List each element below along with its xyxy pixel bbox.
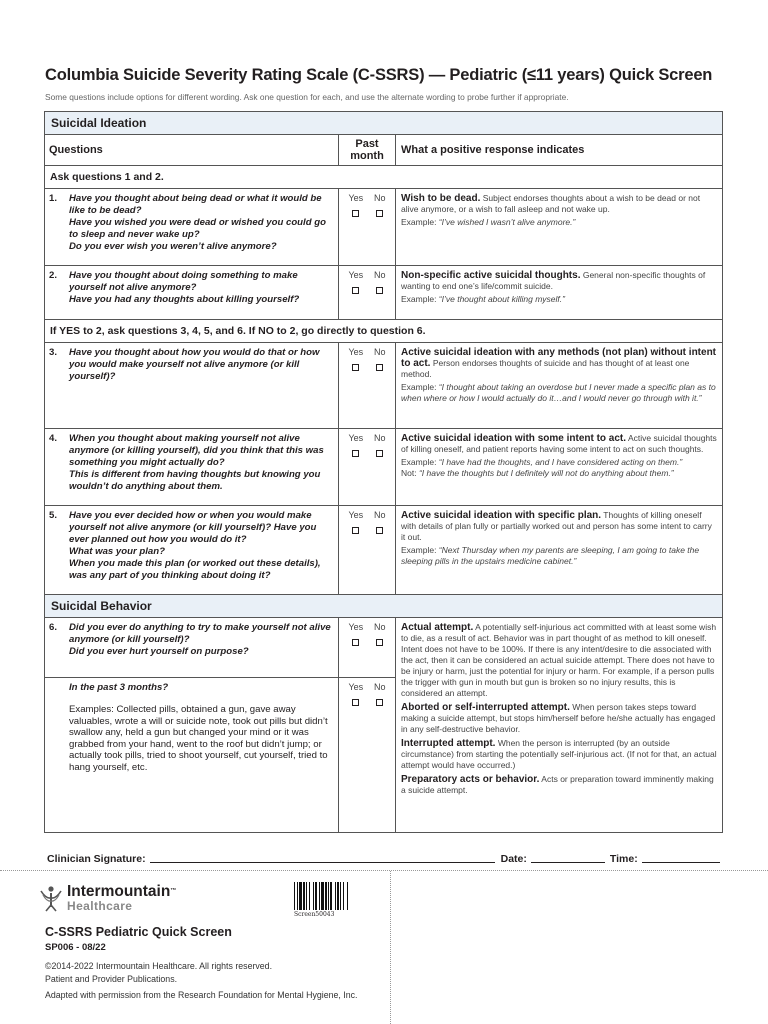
barcode-bar (328, 882, 329, 910)
publisher-text: Patient and Provider Publications. (45, 973, 178, 984)
yes-label: Yes (348, 347, 364, 357)
response-description: Active suicidal thoughts of killing oneself, and patient reports having some intent to act on such thoughts. (401, 433, 717, 454)
response-example: Example: “I’ve wished I wasn’t alive anymore.” (401, 217, 576, 227)
response-example: Example: “I’ve thought about killing myself.” (401, 294, 565, 304)
response-item: Preparatory acts or behavior. Acts or preparation toward imminently making a suicide attempt. (401, 774, 714, 795)
question-number: 5. (49, 510, 58, 521)
question-row-6 (45, 618, 722, 832)
question-row-3 (45, 343, 722, 429)
time-field[interactable] (642, 853, 720, 863)
question-text: Have you thought about being dead or what it would be like to be dead? (69, 193, 322, 216)
response-cell (396, 189, 722, 265)
question-cell (45, 618, 339, 677)
barcode-image (294, 882, 366, 910)
response-item: Actual attempt. A potentially self-injurious act committed with at least some wish to die, as a result of act. Behavior was in part thought of as method to kill oneself. Intent does not have to be 100%. If there is any intent/desire to die associated with the act, then it can be considered an actual suicide attempt. There does not have to be injury or harm, just the potential for injury or harm. For example, if a person pulls the trigger with gun in mouth but gun is broken so no injury results, this is considered an attempt. (401, 622, 717, 698)
question-text: Do you ever wish you weren’t alive anymore? (69, 241, 277, 252)
table-header (45, 135, 722, 166)
time-label: Time: (609, 853, 638, 865)
barcode-bar (335, 882, 336, 910)
yes-checkbox[interactable] (352, 210, 359, 217)
answer-cell (339, 266, 396, 319)
copyright-block (45, 960, 272, 985)
no-checkbox[interactable] (376, 210, 383, 217)
response-description: Subject endorses thoughts about a wish to be dead or not alive anymore, or a wish to fall asleep and not wake up. (401, 193, 701, 214)
no-checkbox[interactable] (376, 450, 383, 457)
response-example: Example: “I thought about taking an overdose but I never made a specific plan as to when where or how I would actually do it…and I would never go through with it.” (401, 382, 716, 403)
no-checkbox[interactable] (376, 364, 383, 371)
col-header-response: What a positive response indicates (401, 144, 585, 156)
answer-cell (339, 506, 396, 594)
question-text: Did you ever do anything to try to make yourself not alive anymore (or kill yourself)? (69, 622, 331, 645)
question-text: When you made this plan (or worked out these details), was any part of you thinking about doing it? (69, 558, 321, 581)
response-label: Active suicidal ideation with any methods (not plan) without intent to act. (401, 347, 717, 369)
form-title: C-SSRS Pediatric Quick Screen (45, 925, 232, 939)
no-label: No (374, 510, 386, 520)
screening-form (44, 111, 723, 833)
response-cell (396, 266, 722, 319)
barcode-bar (337, 882, 339, 910)
barcode-bar (325, 882, 327, 910)
barcode-bar (313, 882, 314, 910)
question-text: Have you thought about how you would do that or how you would make yourself not alive anymore (or kill yourself)? (69, 347, 320, 382)
yes-checkbox[interactable] (352, 527, 359, 534)
page-subtitle: Some questions include options for different wording. Ask one question for each, and use the alternate wording to probe further if appropriate. (45, 92, 569, 102)
question-number: 3. (49, 347, 58, 358)
signature-row (47, 853, 723, 865)
col-header-past-month: Past month (339, 135, 396, 165)
barcode-bar (299, 882, 302, 910)
barcode-bar (321, 882, 324, 910)
question-number: 1. (49, 193, 58, 204)
answer-cell (339, 429, 396, 505)
question-text: Have you ever decided how or when you would make yourself not alive anymore (or kill yourself)? Have you ever planned out how you would do it? (69, 510, 317, 545)
no-label: No (374, 682, 386, 692)
question-text: What was your plan? (69, 546, 165, 557)
clinician-signature-field[interactable] (150, 853, 495, 863)
response-cell (396, 343, 722, 428)
response-label: Active suicidal ideation with some intent to act. (401, 433, 627, 444)
question-row-4 (45, 429, 722, 506)
question-text: This is different from having thoughts but knowing you wouldn’t do anything about them. (69, 469, 321, 492)
clinician-signature-label: Clinician Signature: (47, 853, 146, 865)
question-row-1 (45, 189, 722, 266)
cut-line-horizontal (0, 870, 768, 871)
yes-label: Yes (348, 682, 364, 692)
answer-cell (339, 618, 395, 677)
response-cell (396, 506, 722, 594)
yes-checkbox[interactable] (352, 287, 359, 294)
section-header-ideation: Suicidal Ideation (45, 112, 722, 135)
question-number: 4. (49, 433, 58, 444)
barcode-bar (306, 882, 307, 910)
question-text: Did you ever hurt yourself on purpose? (69, 646, 249, 657)
barcode-bar (303, 882, 305, 910)
question-cell (45, 343, 339, 428)
barcode-bar (294, 882, 295, 910)
question-text: When you thought about making yourself not alive anymore (or killing yourself), did you think that this was something you might actually do? (69, 433, 324, 468)
date-label: Date: (500, 853, 527, 865)
yes-checkbox[interactable] (352, 639, 359, 646)
response-cell (396, 618, 722, 832)
section-header-behavior: Suicidal Behavior (45, 595, 722, 618)
cut-line-vertical (390, 871, 391, 1024)
yes-label: Yes (348, 193, 364, 203)
question-row-2 (45, 266, 722, 320)
instruction-if-yes-2: If YES to 2, ask questions 3, 4, 5, and 6. If NO to 2, go directly to question 6. (45, 320, 722, 343)
date-field[interactable] (531, 853, 605, 863)
no-checkbox[interactable] (376, 639, 383, 646)
barcode-bar (330, 882, 332, 910)
no-label: No (374, 347, 386, 357)
response-cell (396, 429, 722, 505)
no-checkbox[interactable] (376, 527, 383, 534)
no-label: No (374, 193, 386, 203)
question-cell (45, 506, 339, 594)
response-label: Non-specific active suicidal thoughts. (401, 270, 581, 281)
answer-cell (339, 678, 395, 832)
yes-checkbox[interactable] (352, 364, 359, 371)
logo-name: Intermountain (67, 883, 171, 900)
col-header-questions: Questions (45, 135, 339, 165)
barcode-bar (309, 882, 310, 910)
yes-checkbox[interactable] (352, 699, 359, 706)
barcode-bar (343, 882, 344, 910)
barcode-bar (340, 882, 341, 910)
page-title: Columbia Suicide Severity Rating Scale (C-SSRS) — Pediatric (≤11 years) Quick Screen (45, 66, 713, 84)
response-item: Aborted or self-interrupted attempt. When person takes steps toward making a suicide attempt, but stops him/herself before he/she actually has engaged in any self-destructive behavior. (401, 702, 716, 734)
question-number: 2. (49, 270, 58, 281)
response-counterexample: Not: “I have the thoughts but I definitely will not do anything about them.” (401, 468, 674, 478)
no-label: No (374, 270, 386, 280)
question-number: 6. (49, 622, 58, 633)
logo-subname: Healthcare (67, 899, 133, 913)
barcode-bar (319, 882, 320, 910)
response-description: Person endorses thoughts of suicide and has thought of at least one method. (401, 358, 690, 379)
question-text: Have you wished you were dead or wished you could go to sleep and never wake up? (69, 217, 326, 240)
barcode-bar (347, 882, 348, 910)
question-cell (45, 266, 339, 319)
response-example: Example: “I have had the thoughts, and I have considered acting on them.” (401, 457, 683, 467)
barcode-bar (297, 882, 298, 910)
no-checkbox[interactable] (376, 699, 383, 706)
no-label: No (374, 622, 386, 632)
yes-label: Yes (348, 270, 364, 280)
question-row-5 (45, 506, 722, 595)
adaptation-note: Adapted with permission from the Research Foundation for Mental Hygiene, Inc. (45, 990, 358, 1000)
response-description: Thoughts of killing oneself with details of plan fully or partially worked out and person has some intent to carry it out. (401, 510, 712, 542)
response-item: Interrupted attempt. When the person is interrupted (by an outside circumstance) from starting the potentially self-injurious act. (If not for that, an actual attempt would have occurred.) (401, 738, 717, 770)
response-label: Active suicidal ideation with specific plan. (401, 510, 602, 521)
response-label: Wish to be dead. (401, 193, 481, 204)
barcode-bar (315, 882, 317, 910)
question-text: Have you thought about doing something to make yourself not alive anymore? (69, 270, 298, 293)
yes-checkbox[interactable] (352, 450, 359, 457)
yes-label: Yes (348, 510, 364, 520)
question-text: Have you had any thoughts about killing yourself? (69, 294, 300, 305)
yes-label: Yes (348, 622, 364, 632)
copyright-text: ©2014-2022 Intermountain Healthcare. All rights reserved. (45, 961, 273, 971)
subquestion-cell (45, 678, 339, 832)
question-cell (45, 429, 339, 505)
form-code: SP006 - 08/22 (45, 942, 106, 953)
no-label: No (374, 433, 386, 443)
no-checkbox[interactable] (376, 287, 383, 294)
response-description: General non-specific thoughts of wanting to end one’s life/commit suicide. (401, 270, 706, 291)
barcode-text: Screen50043 (294, 911, 335, 918)
instruction-ask-1-2: Ask questions 1 and 2. (45, 166, 722, 189)
question-cell (45, 189, 339, 265)
subquestion-examples: Examples: Collected pills, obtained a gun, gave away valuables, wrote a will or suicide note, took out pills but didn’t swallow any, held a gun but changed your mind or it was grabbed from your hand, went to the roof but didn’t jump; or actually took pills, tried to shoot yourself, cut yourself, tried to hang yourself, etc. (69, 704, 328, 773)
answer-cell (339, 343, 396, 428)
subquestion-text: In the past 3 months? (69, 682, 169, 693)
response-example: Example: “Next Thursday when my parents are sleeping, I am going to take the sleeping pills in the upstairs medicine cabinet.” (401, 545, 700, 566)
answer-cell (339, 189, 396, 265)
intermountain-logo: Intermountain™ Healthcare (40, 884, 176, 913)
logo-figure-icon (40, 885, 62, 913)
yes-label: Yes (348, 433, 364, 443)
